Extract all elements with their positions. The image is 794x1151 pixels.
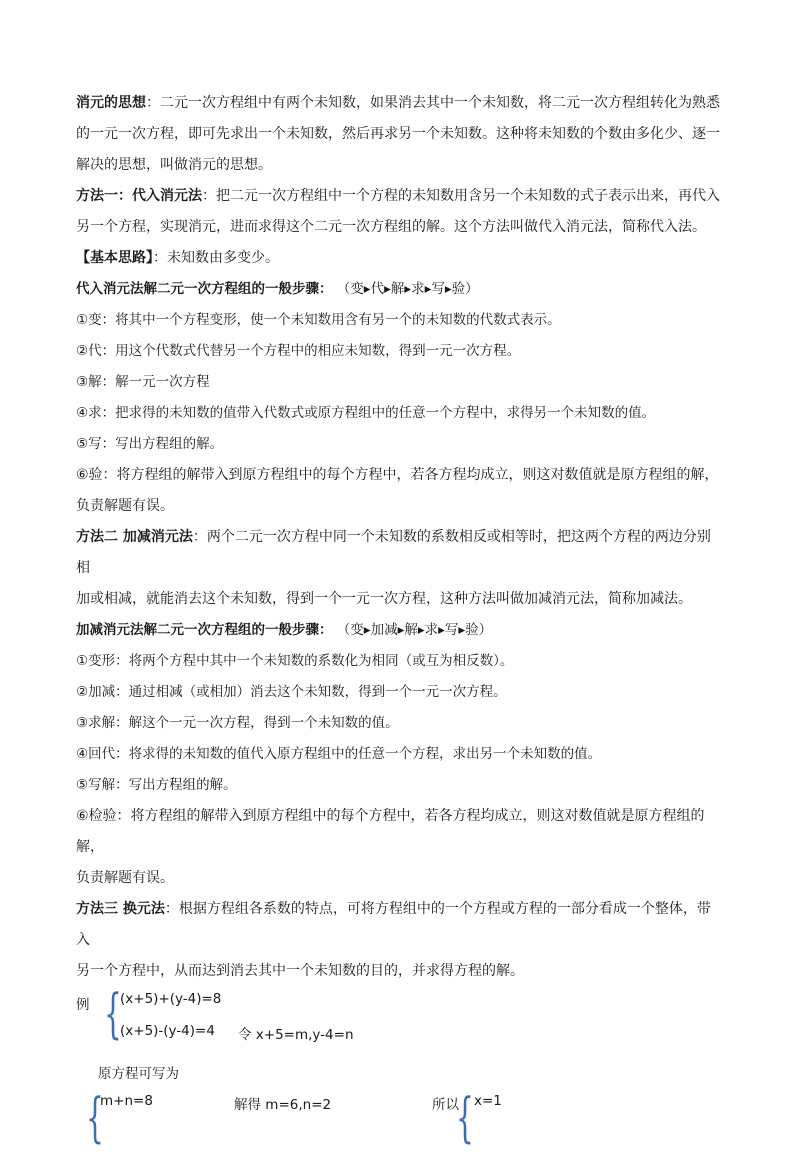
basic-idea-title: 【基本思路】 [76,250,153,266]
left-brace-icon: { [456,1086,474,1150]
add-steps-list [76,646,720,894]
method1-title: 方法一：代入消元法 [76,188,202,204]
method2-title: 方法二 加减消元法 [76,529,193,545]
basic-idea-para: 【基本思路】：未知数由多变少。 [76,250,279,266]
example-eq2: (x+5)-(y-4)=4 [120,1023,215,1039]
method1-para: 方法一：代入消元法：把二元一次方程组中一个方程的未知数用含另一个未知数的式子表示出来，再代入 另一个方程，实现消元，进而求得这个二元一次方程组的解。这个方法叫做代入消元法，简称代入法。 [76,188,720,235]
list-item: ①变：将其中一个方程变形，使一个未知数用含有另一个的未知数的代数式表示。 [76,312,561,328]
list-item: ③求解：解这个一元一次方程，得到一个未知数的值。 [76,715,399,731]
list-item: ④求：把求得的未知数的值带入代数式或原方程组中的任意一个方程中，求得另一个未知数的值。 [76,405,656,421]
document-page [76,88,720,1151]
list-item: ②代：用这个代数式代替另一个方程中的相应未知数，得到一元一次方程。 [76,343,521,359]
list-item: ⑤写解：写出方程组的解。 [76,777,237,793]
method3-para: 方法三 换元法：根据方程组各系数的特点，可将方程组中的一个方程或方程的一部分看成一个整体，带入 另一个方程中，从而达到消去其中一个未知数的目的，并求得方程的解。 [76,901,711,979]
left-brace-icon: { [86,1086,104,1150]
list-item: ②加减：通过相减（或相加）消去这个未知数，得到一个一元一次方程。 [76,684,507,700]
sub-steps-heading: 代入消元法解二元一次方程组的一般步骤： （变▸代▸解▸求▸写▸验） [76,281,479,297]
left-brace-icon: { [104,982,122,1046]
example-substitution: 令 x+5=m,y-4=n [238,1027,354,1043]
list-item: ①变形：将两个方程中其中一个未知数的系数化为相同（或互为相反数）。 [76,653,514,669]
list-item: ⑥检验：将方程组的解带入到原方程组中的每个方程中，若各方程均成立，则这对数值就是原方程组的解， [76,808,705,855]
so-text: 所以 [432,1097,459,1113]
example-block [76,982,720,1057]
sub-steps-list [76,305,720,522]
elim-idea-title: 消元的思想 [76,95,146,111]
x-value: x=1 [474,1093,502,1109]
method3-title: 方法三 换元法 [76,901,165,917]
solution-text: 解得 m=6,n=2 [234,1097,332,1113]
final-block [76,1086,720,1151]
list-item: ⑤写：写出方程组的解。 [76,436,224,452]
add-steps-heading: 加减消元法解二元一次方程组的一般步骤： （变▸加减▸解▸求▸写▸验） [76,622,493,638]
example-eq1: (x+5)+(y-4)=8 [120,991,222,1007]
list-item: 负责解题有误。 [76,870,174,886]
example-label: 例 [76,997,90,1013]
method2-para: 方法二 加减消元法：两个二元一次方程中同一个未知数的系数相反或相等时，把这两个方程的两边分别相 加或相减，就能消去这个未知数，得到一个一元一次方程，这种方法叫做加减消元法，简称加减法。 [76,529,711,607]
list-item: 负责解题有误。 [76,498,174,514]
elim-idea-para: 消元的思想：二元一次方程组中有两个未知数，如果消去其中一个未知数，将二元一次方程组转化为熟悉 的一元一次方程，即可先求出一个未知数，然后再求另一个未知数。这种将未知数的个数由多化少、逐一 解决的思想，叫做消元的思想。 [76,95,720,173]
list-item: ⑥验：将方程组的解带入到原方程组中的每个方程中，若各方程均成立，则这对数值就是原方程组的解， [76,467,719,483]
list-item: ③解：解一元一次方程 [76,374,210,390]
list-item: ④回代：将求得的未知数的值代入原方程组中的任意一个方程，求出另一个未知数的值。 [76,746,602,762]
rewrite-text: 原方程可写为 [98,1066,179,1082]
new-eq1: m+n=8 [100,1093,153,1109]
